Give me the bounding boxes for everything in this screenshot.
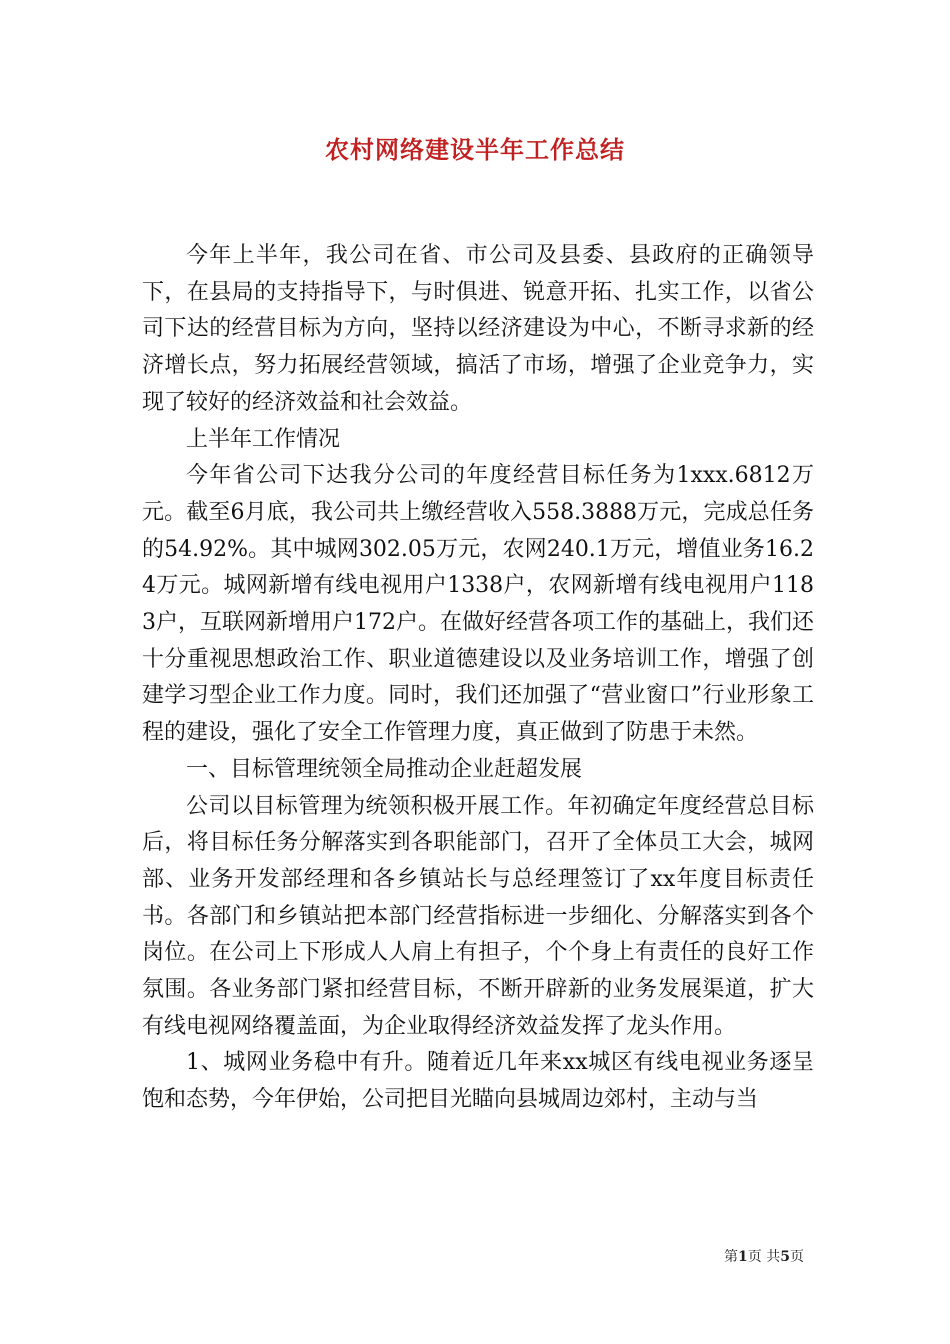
footer-suffix: 页 [790,1249,804,1265]
footer-current-page: 1 [738,1249,748,1265]
section-heading-overview: 上半年工作情况 [186,426,341,452]
paragraph-targets: 今年省公司下达我分公司的年度经营目标任务为1xxx.6812万元。截至6月底，我公司共上缴经营收入558.3888万元，完成总任务的54.92%。其中城网302.05万元，农网240.1万元，增值业务16.24万元。城网新增有线电视用户1338户，农网新增有线电视用户1183户，互联网新增用户172户。在做好经营各项工作的基础上，我们还十分重视思想政治工作、职业道德建设以及业务培训工作，增强了创建学习型企业工作力度。同时，我们还加强了“营业窗口”行业形象工程的建设，强化了安全工作管理力度，真正做到了防患于未然。 [142,463,814,746]
footer-prefix: 第 [724,1249,739,1265]
document-title: 农村网络建设半年工作总结 [325,135,625,164]
section-heading-goal-management: 一、目标管理统领全局推动企业赶超发展 [186,756,583,782]
footer-total-pages: 5 [780,1249,790,1265]
paragraph-urban-network: 1、城网业务稳中有升。随着近几年来xx城区有线电视业务逐呈饱和态势，今年伊始，公司把目光瞄向县城周边郊村，主动与当 [142,1050,814,1113]
footer-middle: 页 共 [747,1249,781,1265]
document-body [142,238,814,1119]
page-number-footer [724,1247,804,1267]
paragraph-intro: 今年上半年，我公司在省、市公司及县委、县政府的正确领导下，在县局的支持指导下，与时俱进、锐意开拓、扎实工作，以省公司下达的经营目标为方向，坚持以经济建设为中心，不断寻求新的经济增长点，努力拓展经营领域，搞活了市场，增强了企业竞争力，实现了较好的经济效益和社会效益。 [142,243,814,415]
paragraph-goal-management: 公司以目标管理为统领积极开展工作。年初确定年度经营总目标后，将目标任务分解落实到各职能部门，召开了全体员工大会，城网部、业务开发部经理和各乡镇站长与总经理签订了xx年度目标责任书。各部门和乡镇站把本部门经营指标进一步细化、分解落实到各个岗位。在公司上下形成人人肩上有担子，个个身上有责任的良好工作氛围。各业务部门紧扣经营目标，不断开辟新的业务发展渠道，扩大有线电视网络覆盖面，为企业取得经济效益发挥了龙头作用。 [142,793,814,1039]
